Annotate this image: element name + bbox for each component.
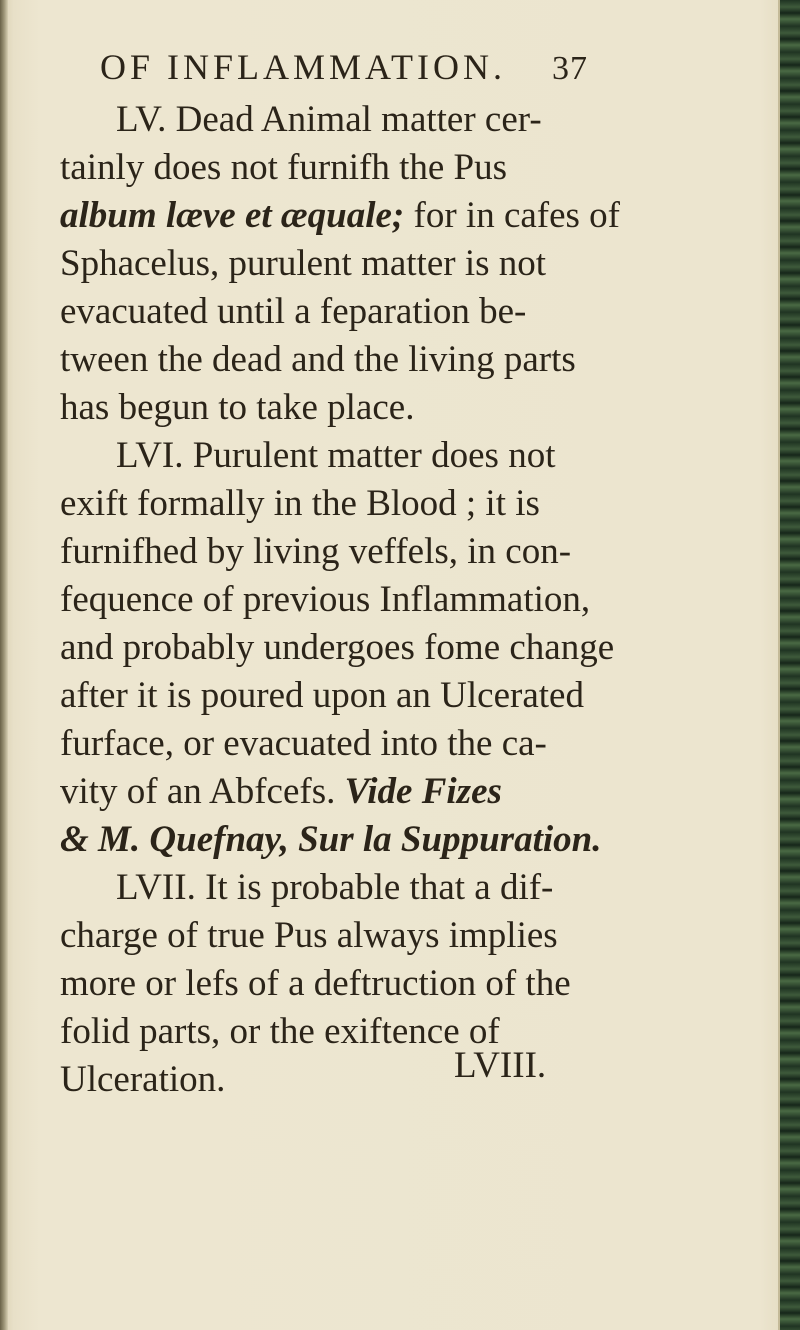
text-line: furface, or evacuated into the ca-	[60, 723, 547, 764]
book-binding-edge	[778, 0, 800, 1330]
text-line: tainly does not furnifh the Pus	[60, 147, 508, 188]
running-title: OF INFLAMMATION.	[100, 47, 507, 87]
text-line: album læve et æquale; for in cafes of	[60, 195, 620, 236]
text-line: charge of true Pus always implies	[60, 915, 558, 956]
text-line: more or lefs of a deftruction of the	[60, 963, 571, 1004]
text-line: has begun to take place.	[60, 387, 415, 428]
text-line: evacuated until a feparation be-	[60, 291, 527, 332]
catchword: LVIII.	[454, 1045, 547, 1086]
text-line: Ulceration.	[60, 1059, 226, 1100]
text-line: vity of an Abfcefs. Vide Fizes	[60, 771, 502, 812]
text-line: LV. Dead Animal matter cer-	[116, 99, 542, 140]
text-line: furnifhed by living veffels, in con-	[60, 531, 572, 572]
running-head	[100, 40, 700, 100]
text-line: & M. Quefnay, Sur la Suppuration.	[60, 819, 602, 860]
body-text	[60, 96, 740, 1104]
text-line: folid parts, or the exiftence of	[60, 1011, 500, 1052]
page-left-edge	[0, 0, 8, 1330]
text-line: Sphacelus, purulent matter is not	[60, 243, 547, 284]
text-line: and probably undergoes fome change	[60, 627, 615, 668]
text-line: tween the dead and the living parts	[60, 339, 576, 380]
text-line: fequence of previous Inflammation,	[60, 579, 591, 620]
text-line: exift formally in the Blood ; it is	[60, 483, 540, 524]
text-line: after it is poured upon an Ulcerated	[60, 675, 584, 716]
text-line: LVII. It is probable that a dif-	[116, 867, 554, 908]
text-line: LVI. Purulent matter does not	[116, 435, 556, 476]
page-number: 37	[552, 50, 588, 87]
